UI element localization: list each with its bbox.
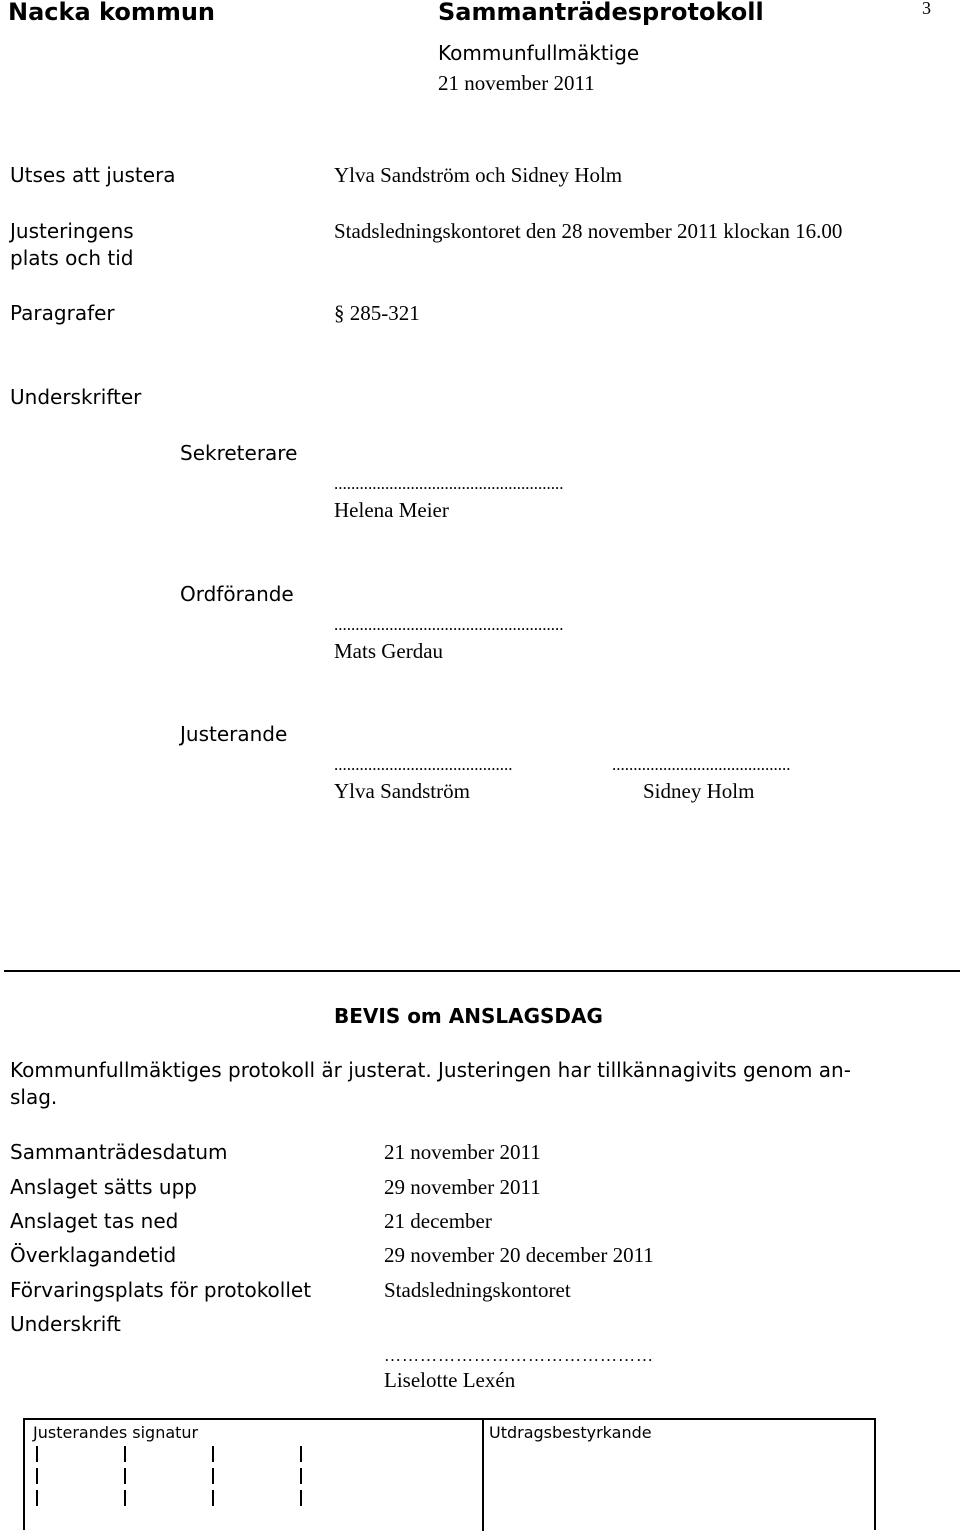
review-value: Ylva Sandström och Sidney Holm bbox=[334, 163, 623, 187]
signature-box-divider bbox=[482, 1418, 484, 1531]
removed-value: 21 december bbox=[384, 1209, 492, 1233]
notice-title: BEVIS om ANSLAGSDAG bbox=[334, 1004, 603, 1028]
adjuster-label: Justerande bbox=[180, 722, 288, 746]
posted-value: 29 november 2011 bbox=[384, 1175, 541, 1199]
meeting-date: 21 november 2011 bbox=[438, 71, 595, 95]
paragraphs-value: § 285-321 bbox=[334, 301, 420, 325]
secretary-name: Helena Meier bbox=[334, 498, 449, 522]
place-value: Stadsledningskontoret den 28 november 2011 klockan 16.00 bbox=[334, 219, 843, 243]
removed-label: Anslaget tas ned bbox=[10, 1209, 179, 1233]
notice-text-line2: slag. bbox=[10, 1085, 58, 1109]
storage-label: Förvaringsplats för protokollet bbox=[10, 1278, 312, 1302]
chair-signature-line: ...................................................... bbox=[334, 615, 564, 634]
adjuster1-name: Ylva Sandström bbox=[334, 779, 470, 803]
meeting-date-value: 21 november 2011 bbox=[384, 1140, 541, 1164]
signatures-heading: Underskrifter bbox=[10, 385, 142, 409]
storage-value: Stadsledningskontoret bbox=[384, 1278, 571, 1302]
appeal-period-label: Överklagandetid bbox=[10, 1243, 177, 1267]
place-label-line2: plats och tid bbox=[10, 246, 134, 270]
paragraphs-label: Paragrafer bbox=[10, 301, 115, 325]
page-number: 3 bbox=[922, 0, 931, 18]
adjuster2-name: Sidney Holm bbox=[643, 779, 755, 803]
review-label: Utses att justera bbox=[10, 163, 176, 187]
appeal-period-value: 29 november 20 december 2011 bbox=[384, 1243, 654, 1267]
posted-label: Anslaget sätts upp bbox=[10, 1175, 197, 1199]
signature-line: ……………………………………… bbox=[384, 1346, 654, 1365]
document-type: Sammanträdesprotokoll bbox=[438, 0, 764, 26]
adjusters-signature-label: Justerandes signatur bbox=[33, 1423, 199, 1442]
adjuster1-signature-line: .......................................... bbox=[334, 755, 513, 774]
organization-name: Nacka kommun bbox=[8, 0, 216, 26]
signature-label: Underskrift bbox=[10, 1312, 121, 1336]
notice-text-line1: Kommunfullmäktiges protokoll är justerat. Justeringen har tillkännagivits genom an- bbox=[10, 1058, 851, 1082]
place-label-line1: Justeringens bbox=[10, 219, 134, 243]
secretary-signature-line: ...................................................... bbox=[334, 474, 564, 493]
chair-label: Ordförande bbox=[180, 582, 294, 606]
secretary-label: Sekreterare bbox=[180, 441, 298, 465]
body-name: Kommunfullmäktige bbox=[438, 41, 640, 65]
section-divider bbox=[4, 970, 960, 972]
extract-certification-label: Utdragsbestyrkande bbox=[489, 1423, 652, 1442]
signatory-name: Liselotte Lexén bbox=[384, 1368, 516, 1392]
meeting-date-label: Sammanträdesdatum bbox=[10, 1140, 228, 1164]
adjuster2-signature-line: .......................................... bbox=[612, 755, 791, 774]
chair-name: Mats Gerdau bbox=[334, 639, 444, 663]
